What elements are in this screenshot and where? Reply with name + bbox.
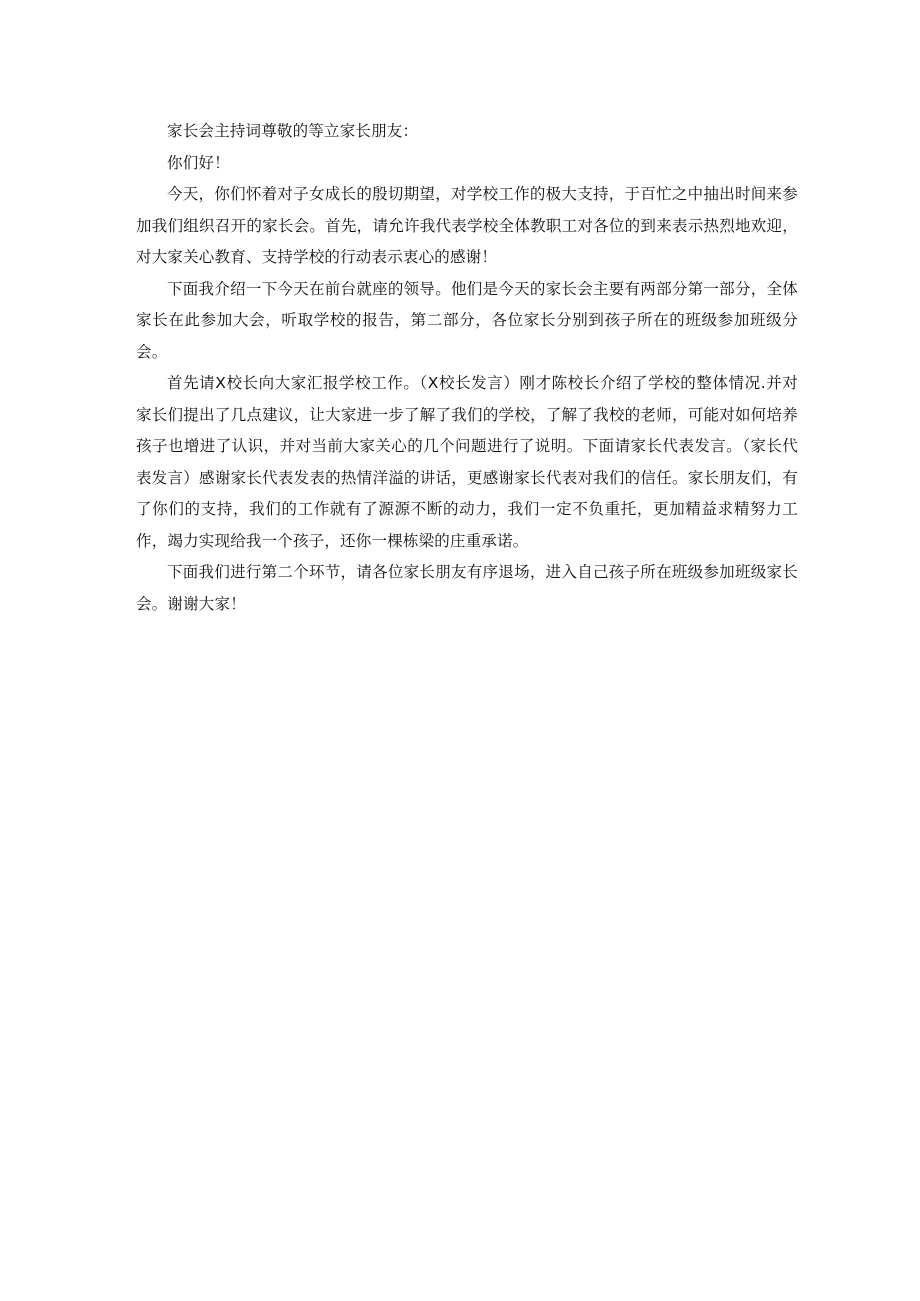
introduction-paragraph: 下面我介绍一下今天在前台就座的领导。他们是今天的家长会主要有两部分第一部分，全体家长在此参加大会，听取学校的报告，第二部分，各位家长分别到孩子所在的班级参加班级分会。 [136, 279, 798, 361]
welcome-paragraph: 今天，你们怀着对子女成长的殷切期望，对学校工作的极大支持，于百忙之中抽出时间来参加我们组织召开的家长会。首先，请允许我代表学校全体教职工对各位的到来表示热烈地欢迎，对大家关心教育、支持学校的行动表示衷心的感谢！ [136, 185, 798, 266]
greeting-paragraph: 你们好！ [167, 153, 230, 172]
closing-paragraph: 下面我们进行第二个环节，请各位家长朋友有序退场，进入自己孩子所在班级参加班级家长会。谢谢大家！ [136, 563, 798, 613]
report-paragraph: 首先请X校长向大家汇报学校工作。（X校长发言）刚才陈校长介绍了学校的整体情况.并对家长们提出了几点建议，让大家进一步了解了我们的学校，了解了我校的老师，可能对如何培养孩子也增进了认识，并对当前大家关心的几个问题进行了说明。下面请家长代表发言。（家长代表发言）感谢家长代表发表的热情洋溢的讲话，更感谢家长代表对我们的信任。家长朋友们，有了你们的支持，我们的工作就有了源源不断的动力，我们一定不负重托，更加精益求精努力工作，竭力实现给我一个孩子，还你一棵栋梁的庄重承诺。 [136, 374, 798, 550]
document-page [136, 116, 798, 620]
heading-paragraph: 家长会主持词尊敬的等立家长朋友： [167, 122, 419, 140]
